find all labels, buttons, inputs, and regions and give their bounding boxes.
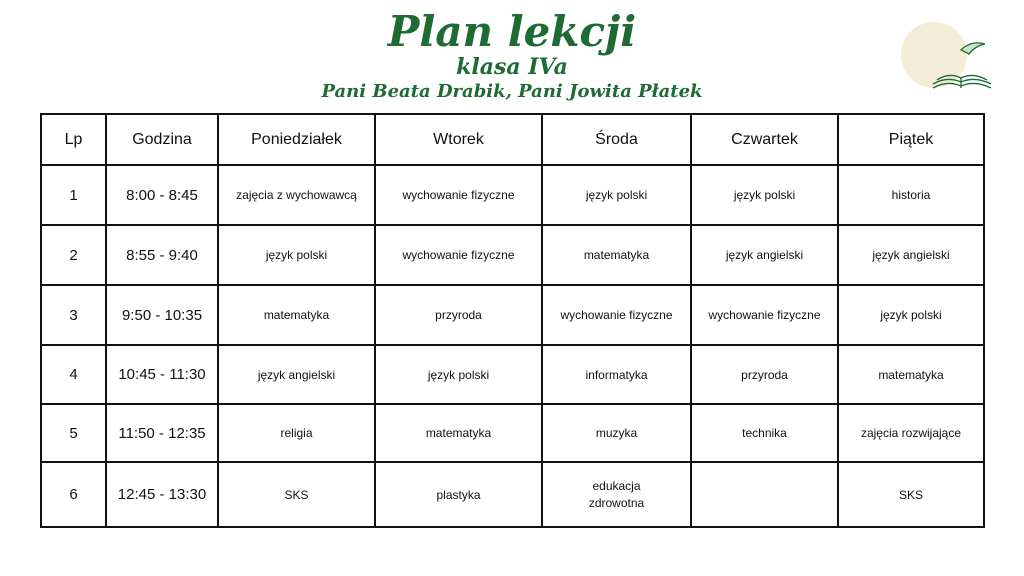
lesson-time: 10:45 - 11:30 <box>106 345 218 404</box>
table-cell: SKS <box>838 462 984 527</box>
table-cell: język polski <box>375 345 542 404</box>
lesson-time: 8:00 - 8:45 <box>106 165 218 225</box>
column-header-friday: Piątek <box>838 114 984 165</box>
lesson-time: 9:50 - 10:35 <box>106 285 218 345</box>
table-cell: religia <box>218 404 375 462</box>
lesson-number: 1 <box>41 165 106 225</box>
header-row <box>41 114 984 165</box>
schedule-table <box>40 113 985 528</box>
lesson-time: 12:45 - 13:30 <box>106 462 218 527</box>
lesson-time: 11:50 - 12:35 <box>106 404 218 462</box>
table-row <box>41 462 984 527</box>
table-cell: język angielski <box>838 225 984 285</box>
table-cell: matematyka <box>218 285 375 345</box>
class-subtitle: klasa IVa <box>456 54 568 80</box>
table-cell: muzyka <box>542 404 691 462</box>
table-cell: informatyka <box>542 345 691 404</box>
column-header-monday: Poniedziałek <box>218 114 375 165</box>
table-cell-text: edukacja zdrowotna <box>588 478 645 510</box>
table-cell: wychowanie fizyczne <box>375 165 542 225</box>
table-cell: przyroda <box>375 285 542 345</box>
table-row <box>41 285 984 345</box>
table-cell: język angielski <box>691 225 838 285</box>
table-cell: SKS <box>218 462 375 527</box>
table-cell: zajęcia rozwijające <box>838 404 984 462</box>
table-cell: wychowanie fizyczne <box>691 285 838 345</box>
page-title: Plan lekcji <box>387 7 637 56</box>
lesson-number: 5 <box>41 404 106 462</box>
lesson-number: 2 <box>41 225 106 285</box>
table-cell: historia <box>838 165 984 225</box>
table-row <box>41 165 984 225</box>
lesson-number: 6 <box>41 462 106 527</box>
lesson-time: 8:55 - 9:40 <box>106 225 218 285</box>
table-cell: przyroda <box>691 345 838 404</box>
table-cell: matematyka <box>542 225 691 285</box>
table-row <box>41 225 984 285</box>
table-cell: wychowanie fizyczne <box>542 285 691 345</box>
open-book-icon <box>897 22 997 92</box>
table-row <box>41 404 984 462</box>
table-cell: plastyka <box>375 462 542 527</box>
table-row <box>41 345 984 404</box>
table-cell: zajęcia z wychowawcą <box>218 165 375 225</box>
table-cell: język polski <box>838 285 984 345</box>
table-cell: język angielski <box>218 345 375 404</box>
table-cell: matematyka <box>838 345 984 404</box>
table-cell: wychowanie fizyczne <box>375 225 542 285</box>
lesson-number: 4 <box>41 345 106 404</box>
table-cell: matematyka <box>375 404 542 462</box>
lesson-number: 3 <box>41 285 106 345</box>
column-header-godzina: Godzina <box>106 114 218 165</box>
column-header-lp: Lp <box>41 114 106 165</box>
table-cell <box>691 462 838 527</box>
teachers-line: Pani Beata Drabik, Pani Jowita Płatek <box>321 81 703 102</box>
table-cell: język polski <box>542 165 691 225</box>
table-cell <box>542 462 691 527</box>
column-header-wednesday: Środa <box>542 114 691 165</box>
column-header-tuesday: Wtorek <box>375 114 542 165</box>
table-cell: język polski <box>218 225 375 285</box>
column-header-thursday: Czwartek <box>691 114 838 165</box>
table-cell: technika <box>691 404 838 462</box>
school-logo <box>897 22 997 92</box>
table-cell: język polski <box>691 165 838 225</box>
